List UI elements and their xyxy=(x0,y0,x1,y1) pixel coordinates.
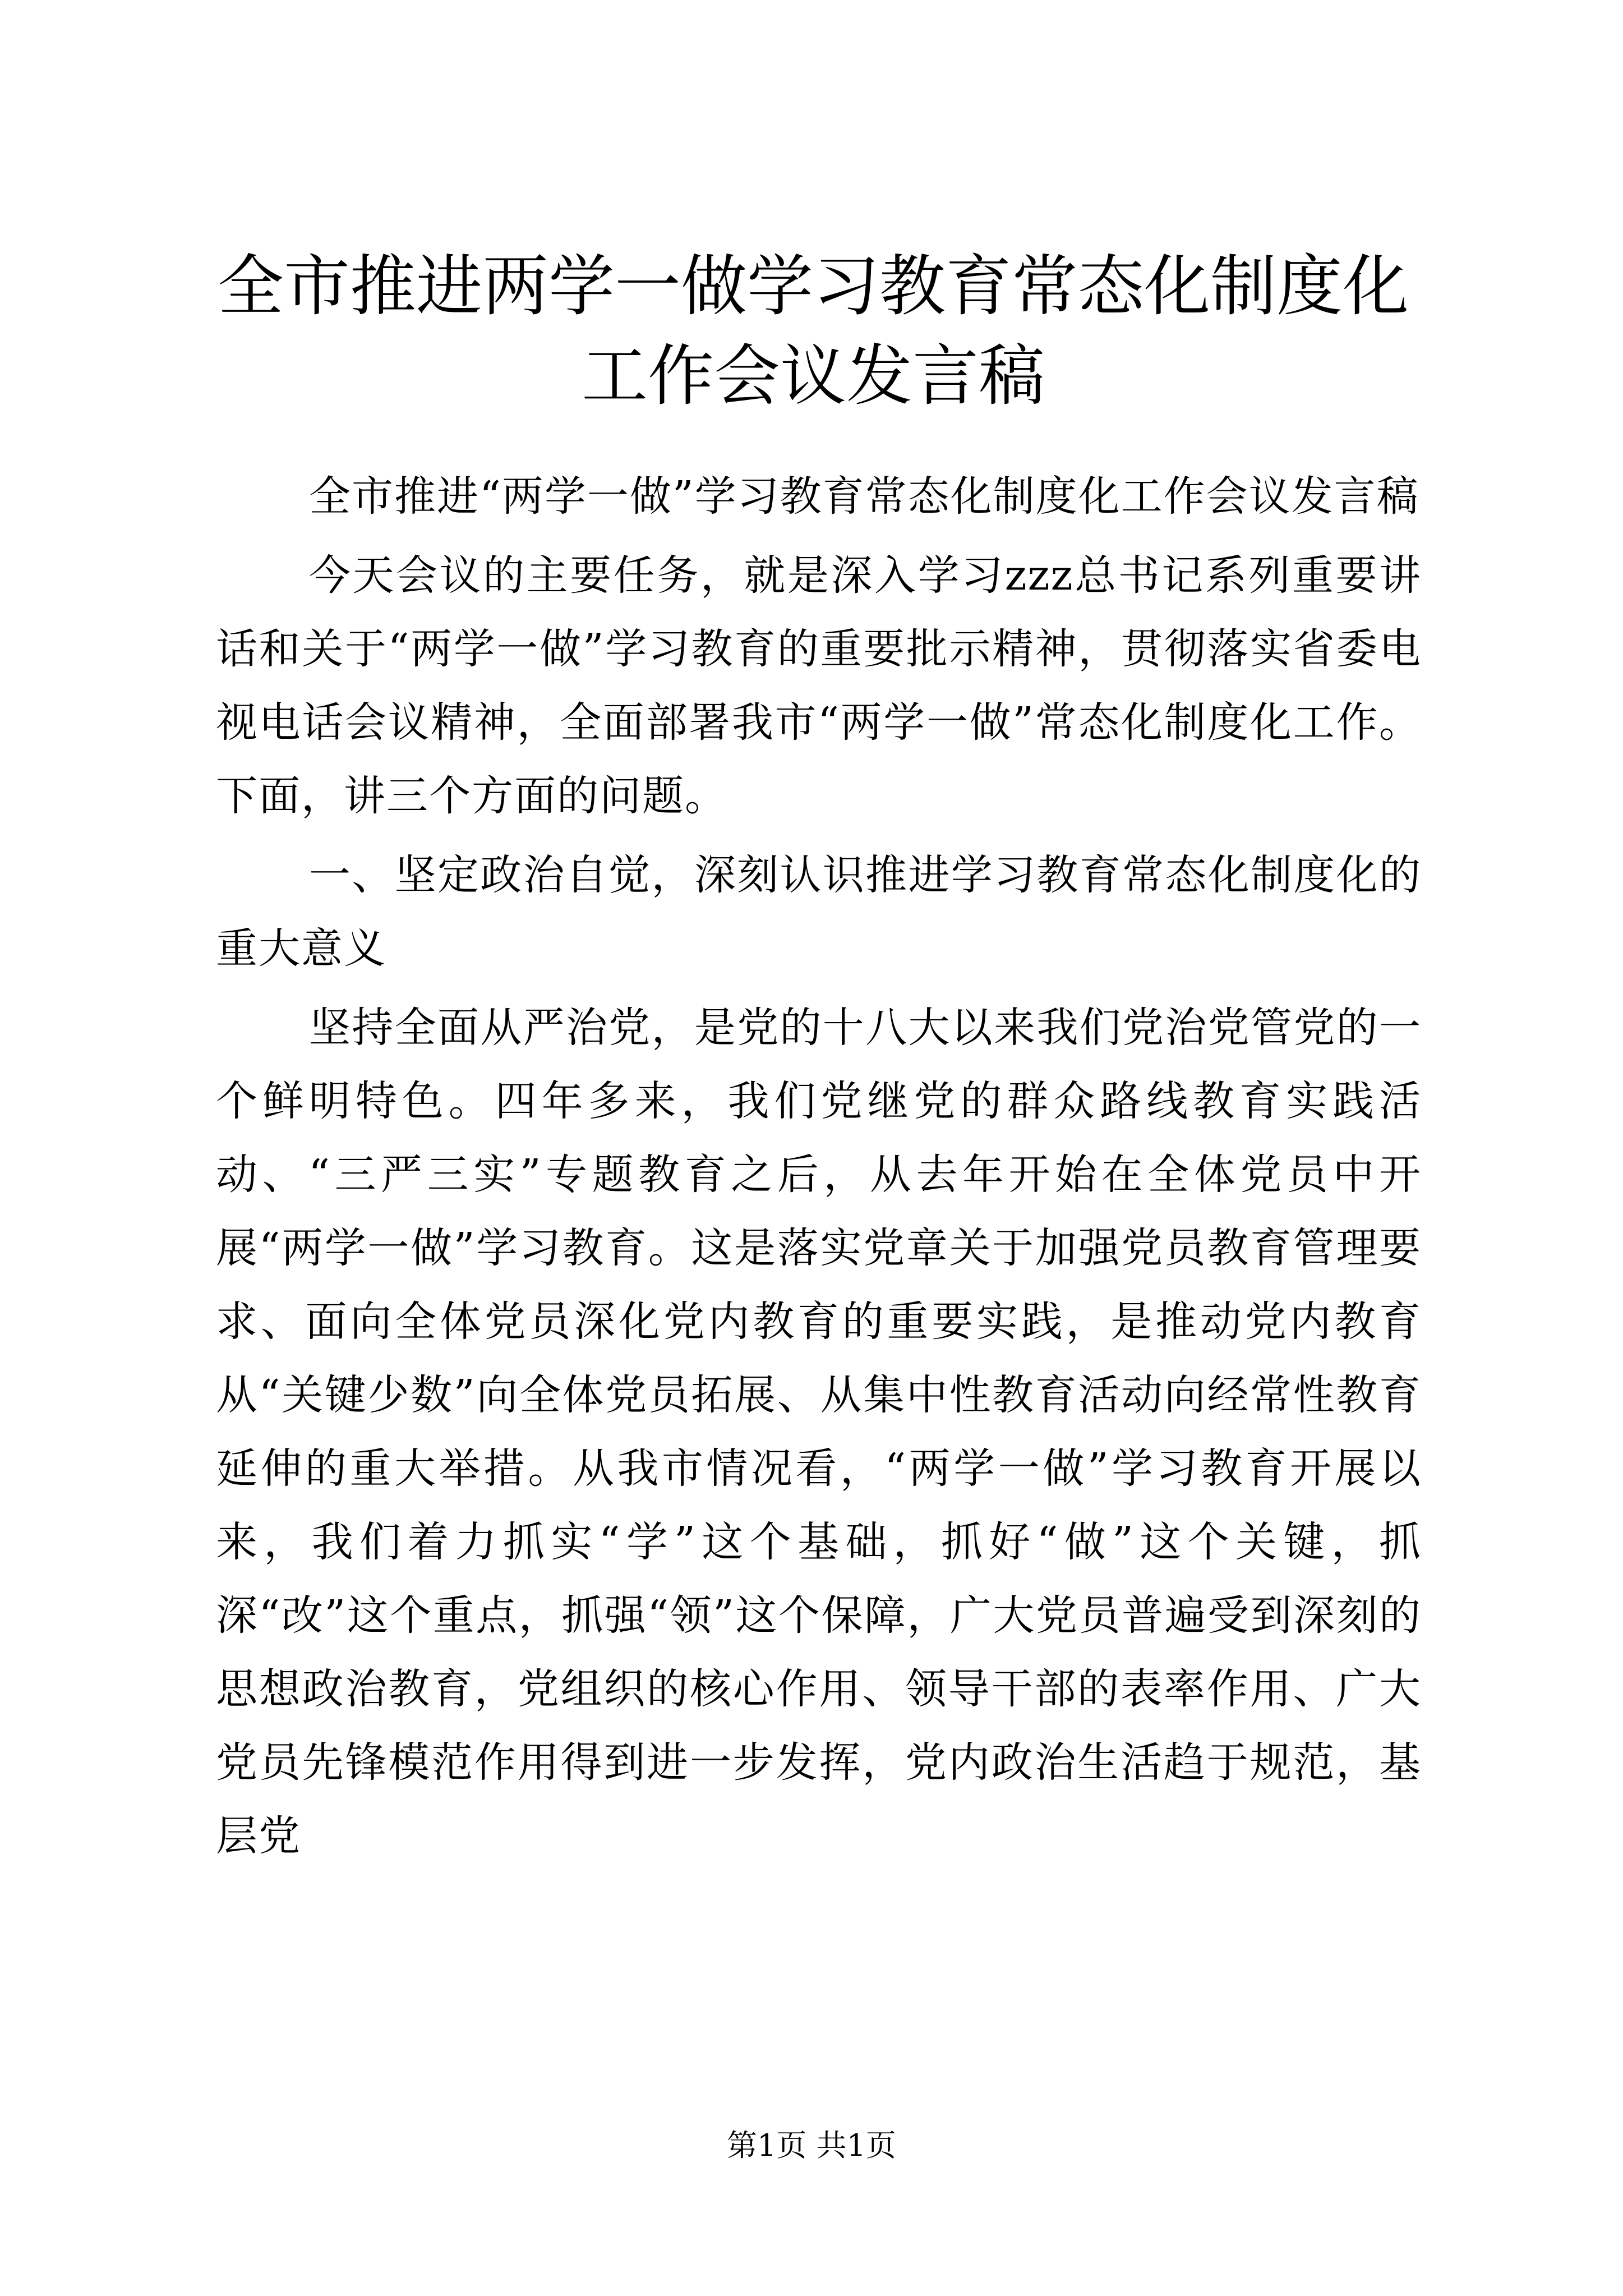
page-footer: 第1页 共1页 xyxy=(727,2128,896,2163)
paragraph-main: 坚持全面从严治党，是党的十八大以来我们党治党管党的一个鲜明特色。四年多来，我们党继党的群众路线教育实践活动、“三严三实”专题教育之后，从去年开始在全体党员中开展“两学一做”学习教育。这是落实党章关于加强党员教育管理要求、面向全体党员深化党内教育的重要实践，是推动党内教育从“关键少数”向全体党员拓展、从集中性教育活动向经常性教育延伸的重大举措。从我市情况看，“两学一做”学习教育开展以来，我们着力抓实“学”这个基础，抓好“做”这个关键，抓深“改”这个重点，抓强“领”这个保障，广大党员普遍受到深刻的思想政治教育，党组织的核心作用、领导干部的表率作用、广大党员先锋模范作用得到进一步发挥，党内政治生活趋于规范，基层党 xyxy=(216,1004,1422,1860)
paragraph-heading: 全市推进“两学一做”学习教育常态化制度化工作会议发言稿 xyxy=(309,472,1419,521)
document-title: 全市推进两学一做学习教育常态化制度化工作会议发言稿 xyxy=(217,247,1409,415)
paragraph-intro: 今天会议的主要任务，就是深入学习zzz总书记系列重要讲话和关于“两学一做”学习教育的重要批示精神，贯彻落实省委电视电话会议精神，全面部署我市“两学一做”常态化制度化工作。下面，讲三个方面的问题。 xyxy=(216,551,1422,820)
paragraph-section-heading: 一、坚定政治自觉，深刻认识推进学习教育常态化制度化的重大意义 xyxy=(216,851,1422,973)
document-body xyxy=(216,460,1422,1879)
